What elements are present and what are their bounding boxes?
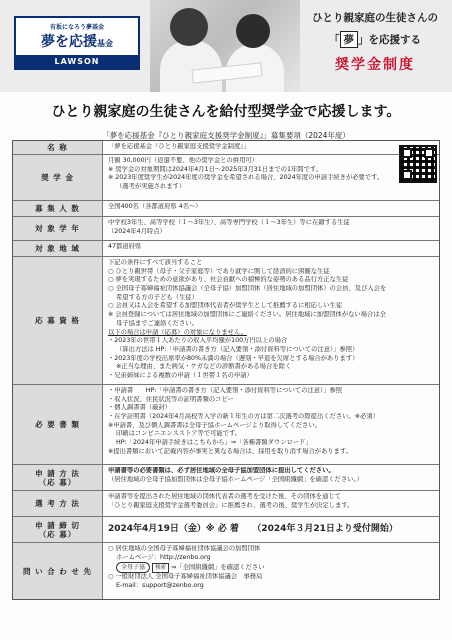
- value-name: 「夢を応援基金『ひとり親家庭支援奨学金制度』」: [108, 143, 250, 150]
- label-deadline-line1: 申 請 締 切: [35, 520, 80, 530]
- label-target-grade: 対 象 学 年: [13, 217, 103, 240]
- label-method-line2: （応 募）: [38, 477, 77, 487]
- row-selection: [13, 491, 439, 517]
- label-scholarship: 奨 学 金: [13, 155, 103, 200]
- value-contact: ○ 居住地域の全国母子寡婦福祉団体協議会の加盟団体 ホームページ：http://zenbo.org 全母子協 検索 ⇒「全国組織網」を確認ください ○ 一般財団法人 全国母子寡婦福祉団体協議会 事務局 E-mail：support@zenbo.org: [103, 543, 439, 599]
- tagline-line2: 「 夢 」を応援する: [300, 31, 450, 48]
- deadline-text: 2024年4月19日（金）※ 必 着 （2024年３月21日より受付開始）: [108, 524, 398, 535]
- label-eligibility: 応 募 資 格: [13, 257, 103, 384]
- label-contact: 問 い 合 わ せ 先: [13, 543, 103, 599]
- value-deadline: [103, 517, 439, 542]
- logo-top-text: 有坂になろう夢基金: [49, 24, 104, 31]
- value-count: 全国400名（各都道府県 4名～）: [108, 203, 202, 210]
- label-deadline: [13, 517, 103, 542]
- header-tagline: [300, 10, 450, 74]
- value-scholarship: 月額 30,000円（返還不要、他の奨学金との併用可） ※ 奨学金の対象期間は2024年4月1日～2025年3月31日までの1年間です。 ※ 2023年度奨学生が2024年度の奨学金を希望される場合、2024年度の申請手続きが必要です。 （選考が実施されます）: [108, 157, 384, 191]
- row-target-grade: [13, 217, 439, 241]
- value-documents: ・申請書 HP:「申請書の書き方（記入要領・添付資料等についての注意）」参照 ・収入状況、住民状況等の証明書類のコピー ・個人調書書（厳封） ・在学証明書（2024年4月高校等入学の新１年生の方は第二次選考の際提出ください。※必須） ※申請書、及び個人調書書は全母子協ホームページより取得してください。 印刷はコンビニエンスストア等で可能です。 HP:「2024年申請手続きはこちらから」⇒「各種書類ダウンロード」 ※提出書類において記載内容が事実と異なる場合は、採用を取り消す場合があります。: [108, 387, 379, 455]
- value-eligibility: 下記の条件にすべて該当すること ○ ひとり親世帯（母子・父子家庭等）であり就学に関して経済的に困難な生徒 ○ 夢を実現するための意欲があり、社会貢献への積極的な姿勢のある品行方正な生徒 ○ 全国母子寡婦福祉団体協議会（全母子協）加盟団体（居住地域の加盟団体）の会員、及び入会を 希望する方の子ども（生徒） ○ 会員又は入会を希望する加盟団体代表者が奨学生として推薦するに相応しい生徒 ※ 会員登録については居住地域の加盟団体にご連絡ください。居住地域に加盟団体がない場合は全 母子協までご連絡ください。 以下の場合は申請（応募）の対象になりません。 ・2023年の世帯１人あたりの収入平均額が100万円以上の場合 （算出方法は HP:「申請書の書き方（記入要領・添付資料等についての注意）」参照） ・2023年度の学校出席率が80%未満の場合（遅刻・早退を欠席とする場合があります） ※正当な理由、また病気・ケガなどの診断書がある場合を除く ・兄弟姉妹による複数の申請（１世帯１名の申請）: [108, 259, 387, 379]
- qr-finder: [402, 148, 412, 158]
- label-name: 名 称: [13, 141, 103, 154]
- yume-kikin-logo: [14, 16, 140, 70]
- search-hint: 全母子協 検索 ⇒「全国組織網」を確認ください: [108, 562, 434, 573]
- value-method: 申請書等の必要書類は、必ず居住地域の全母子協加盟団体に提出してください。 （居住地域の全母子協加盟団体は全母子協ホームページ「全国組織網」を確認ください。）: [108, 467, 363, 483]
- row-eligibility: [13, 257, 439, 385]
- row-documents: [13, 385, 439, 465]
- row-contact: [13, 543, 439, 599]
- row-target-area: [13, 241, 439, 257]
- guideline-table: [12, 140, 440, 600]
- tagline-title: 奨学金制度: [335, 57, 415, 73]
- student-photo-head: [170, 8, 208, 46]
- row-count: [13, 201, 439, 217]
- student-photo-figure: [160, 40, 222, 92]
- qr-finder: [424, 148, 434, 158]
- label-target-area: 対 象 地 域: [13, 241, 103, 256]
- qr-code[interactable]: [399, 145, 437, 183]
- label-method-line1: 申 請 方 法: [35, 468, 80, 478]
- yume-box: 夢: [340, 31, 359, 48]
- qr-finder: [402, 170, 412, 180]
- label-selection: 選 考 方 法: [13, 491, 103, 516]
- search-keyword-box: 全母子協: [116, 562, 150, 573]
- label-method: [13, 465, 103, 490]
- label-deadline-line2: （応 募）: [38, 529, 77, 539]
- logo-main-text: 夢を応援基金: [41, 34, 113, 50]
- row-name: [13, 141, 439, 155]
- tagline-line1: ひとり親家庭の生徒さんの: [312, 12, 438, 24]
- student-photo-head: [236, 14, 270, 48]
- value-selection: 申請書等を提出された居住地域の団体代表者の選考を受けた後、その団体を通じて 「ひとり親家庭支援奨学金選考委員会」に推薦され、選考の後、奨学生が決定します。: [108, 493, 354, 509]
- label-documents: 必 要 書 類: [13, 385, 103, 464]
- search-tag: 検索: [152, 563, 169, 573]
- value-target-grade: 中学校3年生、高等学校（１～3年生）、高等専門学校（１～3年生）等に在籍する生徒 （2024年4月時点）: [108, 219, 350, 235]
- row-scholarship: [13, 155, 439, 201]
- lawson-brand: LAWSON: [16, 55, 138, 68]
- guideline-title: 「夢を応援基金『ひとり親家庭支援奨学金制度』」募集要項（2024年度）: [102, 131, 350, 140]
- row-deadline: [13, 517, 439, 543]
- label-count: 募 集 人 数: [13, 201, 103, 216]
- header-band: [0, 0, 452, 92]
- value-target-area: 47都道府県: [108, 243, 142, 250]
- main-headline: ひとり親家庭の生徒さんを給付型奨学金で応援します。: [51, 104, 401, 120]
- row-method: [13, 465, 439, 491]
